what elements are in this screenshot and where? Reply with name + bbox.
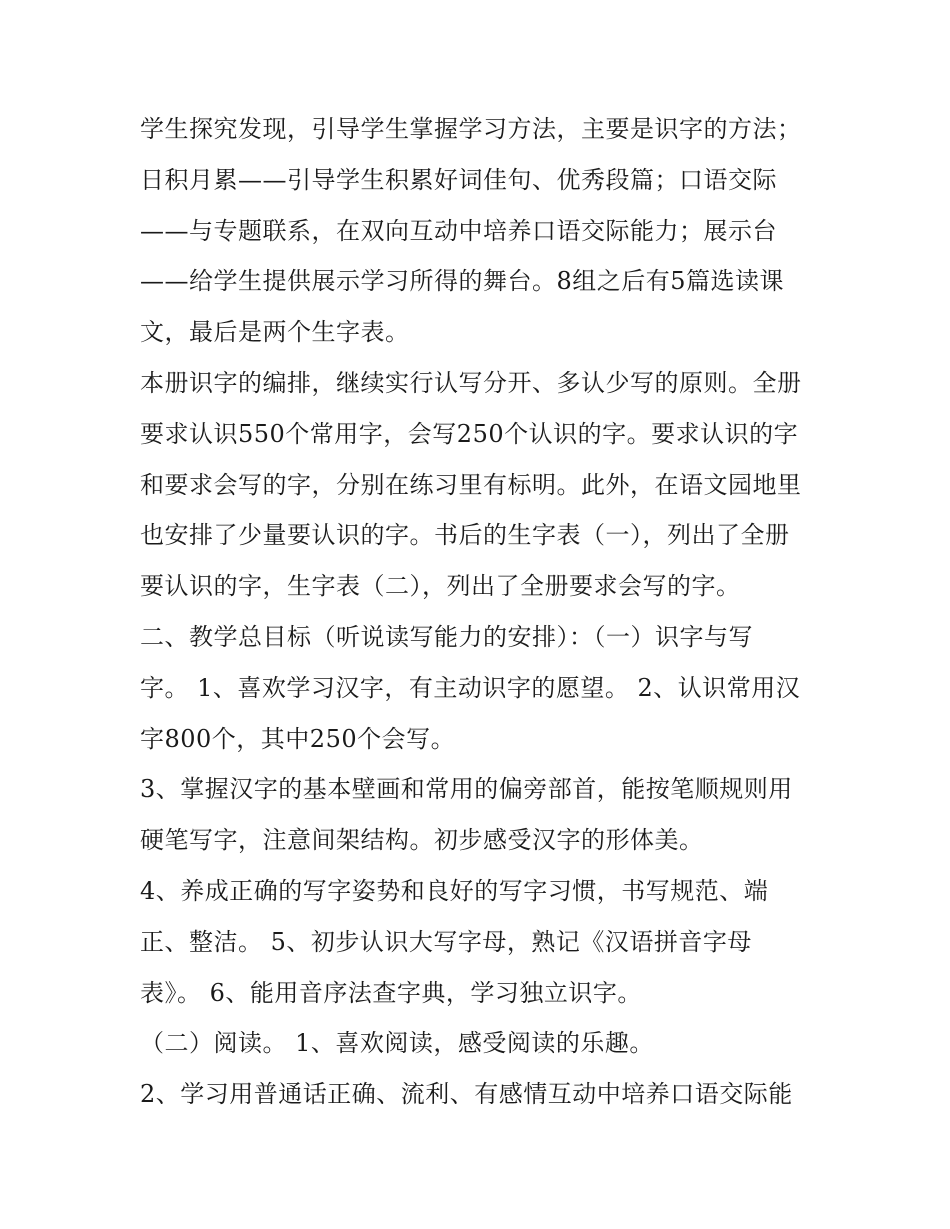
text-line: 本册识字的编排，继续实行认写分开、多认少写的原则。全册 [140, 368, 802, 397]
text-line: 学生探究发现，引导学生掌握学习方法，主要是识字的方法； [140, 115, 802, 143]
text-line: 文，最后是两个生字表。 [140, 318, 410, 347]
text-line: 要认识的字，生字表（二），列出了全册要求会写的字。 [140, 572, 741, 601]
text-line: 要求认识550个常用字，会写250个认识的字。要求认识的字 [140, 419, 799, 448]
text-line: ——与专题联系，在双向互动中培养口语交际能力；展示台 [140, 216, 777, 245]
body-text [140, 104, 820, 1120]
text-line: 二、教学总目标（听说读写能力的安排）：（一）识字与写 [140, 622, 753, 651]
text-line: 和要求会写的字，分别在练习里有标明。此外，在语文园地里 [140, 470, 802, 499]
text-line: 也安排了少量要认识的字。书后的生字表（一），列出了全册 [140, 521, 790, 550]
text-line: 字。 1、喜欢学习汉字，有主动识字的愿望。 2、认识常用汉 [140, 673, 801, 702]
text-line: 正、整洁。 5、初步认识大写字母，熟记《汉语拼音字母 [140, 927, 752, 956]
text-line: 硬笔写字，注意间架结构。初步感受汉字的形体美。 [140, 826, 704, 855]
text-line: 表》。 6、能用音序法查字典，学习独立识字。 [140, 978, 642, 1007]
text-line: 4、养成正确的写字姿势和良好的写字习惯，书写规范、端 [140, 876, 769, 905]
text-line: 3、掌握汉字的基本壁画和常用的偏旁部首，能按笔顺规则用 [140, 775, 793, 804]
text-line: 字800个，其中250个会写。 [140, 724, 456, 753]
text-line: 2、学习用普通话正确、流利、有感情互动中培养口语交际能 [140, 1080, 793, 1109]
text-line: （二）阅读。 1、喜欢阅读，感受阅读的乐趣。 [140, 1029, 654, 1058]
text-line: 日积月累——引导学生积累好词佳句、优秀段篇；口语交际 [140, 165, 777, 194]
text-line: ——给学生提供展示学习所得的舞台。8组之后有5篇选读课 [140, 267, 785, 296]
